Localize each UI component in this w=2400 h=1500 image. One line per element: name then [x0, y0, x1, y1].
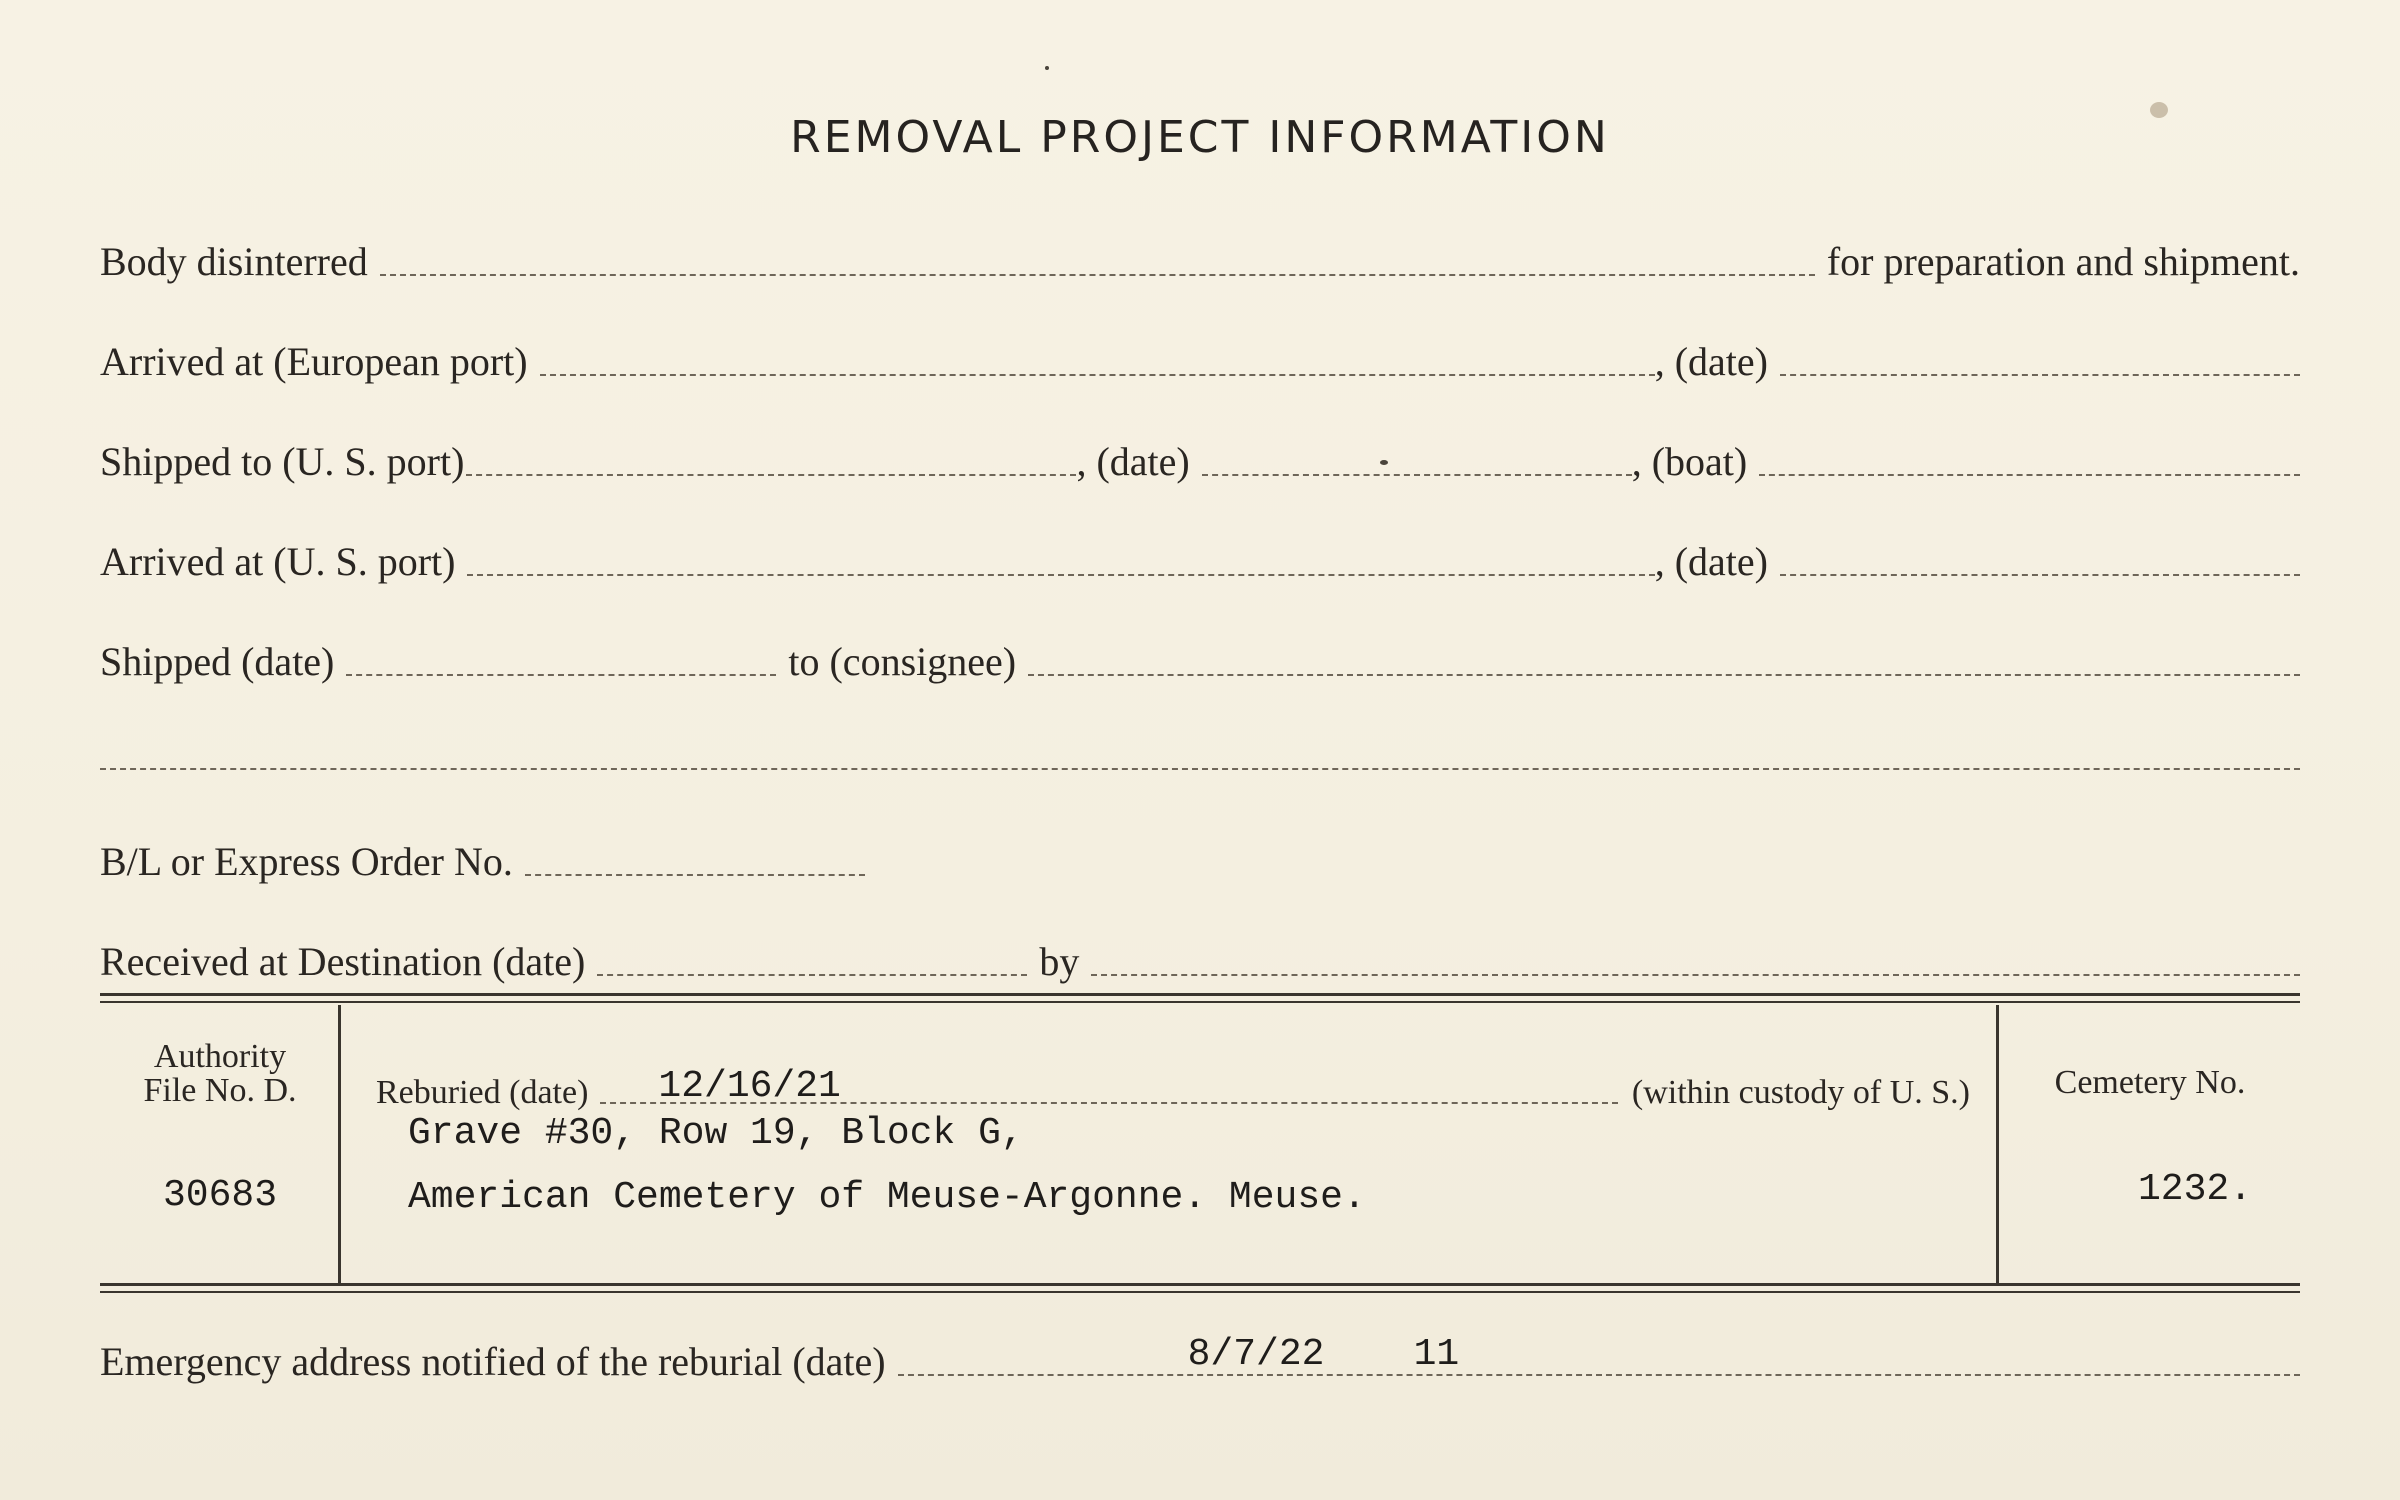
row-reburied	[376, 1050, 1970, 1110]
row-shipped-date	[100, 622, 2300, 682]
arrived-us-date-label: , (date)	[1654, 539, 1768, 584]
bl-line	[525, 874, 865, 876]
emergency-mark: 11	[1413, 1333, 1460, 1376]
custody-label: (within custody of U. S.)	[1631, 1074, 1970, 1111]
authority-label	[100, 1040, 340, 1108]
emergency-date: 8/7/22	[1187, 1333, 1325, 1376]
row-shipped-us	[100, 422, 2300, 482]
row-received	[100, 922, 2300, 982]
row-emergency	[100, 1322, 2300, 1382]
consignee-label: to (consignee)	[788, 639, 1017, 684]
disinterred-line	[380, 274, 1815, 276]
received-label: Received at Destination (date)	[100, 939, 586, 984]
cemetery-number: 1232.	[2138, 1168, 2253, 1211]
received-line	[597, 974, 1027, 976]
row-arrived-us	[100, 522, 2300, 582]
box-bottom-rule	[100, 1283, 2300, 1286]
row-bl	[100, 822, 2300, 882]
arrived-us-label: Arrived at (U. S. port)	[100, 539, 456, 584]
shipped-us-line	[466, 474, 1076, 476]
grave-line-2: American Cemetery of Meuse-Argonne. Meuse.	[408, 1176, 1366, 1219]
file-number: 30683	[162, 1174, 278, 1217]
arrived-us-date-line	[1780, 574, 2300, 576]
shipped-date-label: Shipped (date)	[100, 639, 335, 684]
reburied-label: Reburied (date)	[376, 1074, 589, 1111]
row-arrived-european	[100, 322, 2300, 382]
page-title: REMOVAL PROJECT INFORMATION	[790, 112, 1610, 163]
ink-dot	[1045, 66, 1049, 70]
shipped-us-date-line	[1202, 474, 1632, 476]
grave-line-1: Grave #30, Row 19, Block G,	[408, 1112, 1024, 1155]
box-top-rule	[100, 993, 2300, 996]
reburied-field	[588, 1065, 1632, 1110]
disinterred-suffix: for preparation and shipment.	[1826, 239, 2300, 284]
arrived-us-line	[467, 574, 1654, 576]
disinterred-label: Body disinterred	[100, 239, 368, 284]
shipped-date-line	[346, 674, 776, 676]
bl-label: B/L or Express Order No.	[100, 839, 513, 884]
reburied-date: 12/16/21	[658, 1065, 841, 1108]
shipped-us-date-label: , (date)	[1076, 439, 1190, 484]
emergency-label: Emergency address notified of the reburial (date)	[100, 1339, 886, 1384]
arrived-eu-date-line	[1780, 374, 2300, 376]
cemetery-label: Cemetery No.	[2054, 1064, 2246, 1101]
received-by-line	[1091, 974, 2300, 976]
emergency-line	[898, 1374, 2300, 1376]
box-top-rule-2	[100, 1001, 2300, 1003]
continuation-line	[100, 768, 2300, 770]
shipped-us-boat-label: , (boat)	[1631, 439, 1748, 484]
arrived-eu-date-label: , (date)	[1654, 339, 1768, 384]
consignee-line	[1028, 674, 2300, 676]
received-by-label: by	[1039, 939, 1080, 984]
row-disinterred	[100, 222, 2300, 282]
authority-label-line1: Authority	[153, 1038, 287, 1075]
box-bottom-rule-2	[100, 1291, 2300, 1293]
box-divider-right	[1996, 1005, 1999, 1283]
emergency-field	[886, 1333, 2300, 1382]
shipped-us-label: Shipped to (U. S. port)	[100, 439, 465, 484]
authority-label-line2: File No. D.	[143, 1072, 297, 1109]
shipped-us-boat-line	[1759, 474, 2300, 476]
arrived-eu-label: Arrived at (European port)	[100, 339, 528, 384]
arrived-eu-line	[540, 374, 1655, 376]
